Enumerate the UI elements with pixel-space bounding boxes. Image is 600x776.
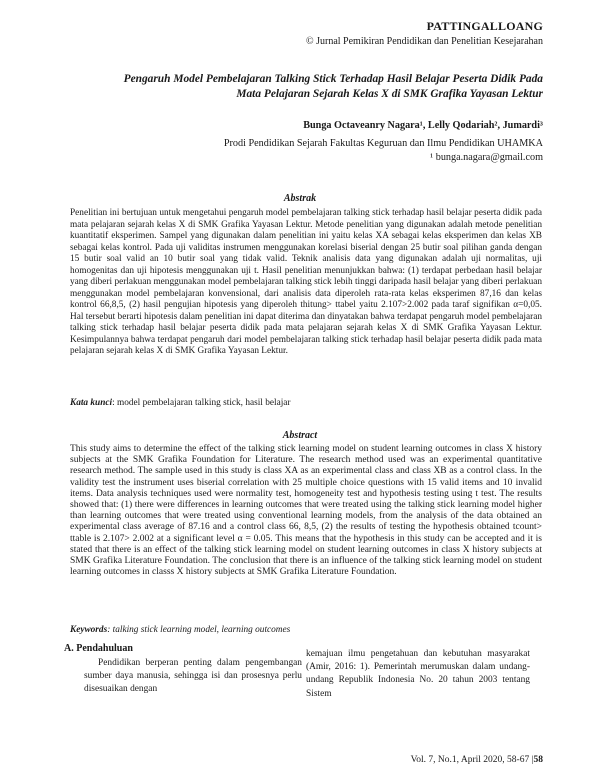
abstrak-keywords-value: : model pembelajaran talking stick, hasil belajar (112, 398, 291, 408)
intro-left-column: Pendidikan berperan penting dalam pengembangan sumber daya manusia, sehingga isi dan prosesnya perlu disesuaikan dengan (84, 658, 302, 695)
intro-right-column: kemajuan ilmu pengetahuan dan kebutuhan masyarakat (Amir, 2016: 1). Pemerintah merumuskan dalam undang-undang Republik Indonesia No. 20 tahun 2003 tentang Sistem (306, 649, 530, 699)
article-title-line2: Mata Pelajaran Sejarah Kelas X di SMK Grafika Yayasan Lektur (236, 88, 543, 100)
abstrak-heading: Abstrak (283, 193, 317, 204)
footer-volume: Vol. 7, No.1, April 2020, 58-67 | (410, 755, 534, 765)
abstract-keywords-label: Keywords (70, 625, 108, 635)
abstract-keywords-value: : talking stick learning model, learning outcomes (107, 625, 291, 635)
journal-name: PATTINGALLOANG (426, 19, 543, 33)
abstrak-keywords-label: Kata kunci (70, 398, 113, 408)
abstract-keywords (70, 625, 542, 635)
section-heading-pendahuluan: A. Pendahuluan (64, 643, 133, 654)
abstract-text: This study aims to determine the effect of the talking stick learning model on student learning outcomes in class X history subjects at the SMK Grafika Foundation for Literature. The research method used was an experimental quantitative research method. The sample used in this study is class XA as an experimental class and class XB as a control class. In the validity test the instrument uses biserial correlation with 25 multiple choice questions with 15 valid items and 10 invalid items. Data analysis techniques used were normality test, homogeneity test and hypothesis testing using t test. The results showed that: (1) there were differences in learning outcomes that were treated using the talking stick learning model higher than learning outcomes that were treated using conventional learning models, from the analysis of the data obtained an experimental class average of 87.16 and a control class 66, 8,5, (2) the results of testing the hypothesis obtained tcount> ttable is 2.107> 2.002 at a significant level α = 0.05. This means that the hypothesis in this study can be accepted and it is stated that there is an effect of the talking stick learning model on student learning outcomes in class X history subjects at SMK Grafika Literature Foundation. The conclusion that there is an influence of the talking stick learning model on student learning outcomes in classs X history subjects at SMK Grafika Literature Foundation. (70, 444, 542, 578)
page-footer (411, 755, 543, 765)
authors: Bunga Octaveanry Nagara¹, Lelly Qodariah², Jumardi³ (303, 120, 543, 131)
author-email: ¹ bunga.nagara@gmail.com (430, 152, 543, 163)
journal-subtitle: © Jurnal Pemikiran Pendidikan dan Penelitian Kesejarahan (306, 36, 543, 47)
article-title (60, 72, 543, 102)
page-number: 58 (533, 755, 543, 765)
abstract-heading: Abstract (282, 430, 318, 441)
article-title-line1: Pengaruh Model Pembelajaran Talking Stick Terhadap Hasil Belajar Peserta Didik Pada (123, 73, 543, 85)
abstrak-text: Penelitian ini bertujuan untuk mengetahui pengaruh model pembelajaran talking stick terhadap hasil belajar peserta didik pada mata pelajaran sejarah kelas X di SMK Grafika Yayasan Lektur. Metode penelitian yang digunakan adalah metode penelitian kuantitatif eksperimen. Sampel yang digunakan dalam penelitian ini yaitu kelas XA sebagai kelas eksperimen dan kelas XB sebagai kelas kontrol. Pada uji validitas instrumen menggunakan korelasi biserial dengan 25 butir soal pilihan ganda dengan 15 butir soal valid an 10 butir soal yang tidak valid. Teknik analisis data yang digunakan adalah uji normalitas, uji homogenitas dan uji hipotesis menggunakan uji t. Hasil penelitian menunjukkan bahwa: (1) terdapat perbedaan hasil belajar yang diberi perlakuan menggunakan model pembelajaran talking stick lebih tinggi daripada hasil belajar yang diberi perlakuan menggunakan model pembelajaran konvensional, dari analisis data diperoleh rata-rata kelas eksperimen 87,16 dan kelas kontrol 66,8,5, (2) hasil pengujian hipotesis yang diperoleh thitung> ttabel yaitu 2.107>2.002 pada taraf signifikan α=0,05. Hal tersebut berarti hipotesis dalam penelitian ini dapat diterima dan dinyatakan bahwa terdapat pengaruh model pembelajaran talking stick terhadap hasil belajar peserta didik pada mata pelajaran sejarah kelas X di SMK Grafika Yayasan Lektur. Kesimpulannya bahwa terdapat pengaruh dari model pembelajaran talking stick terhadap hasil belajar peserta didik pada mata pelajaran sejarah kelas X di SMK Grafika Yayasan Lektur. (70, 208, 542, 356)
affiliation: Prodi Pendidikan Sejarah Fakultas Keguruan dan Ilmu Pendidikan UHAMKA (223, 138, 543, 149)
abstrak-keywords (70, 398, 542, 408)
